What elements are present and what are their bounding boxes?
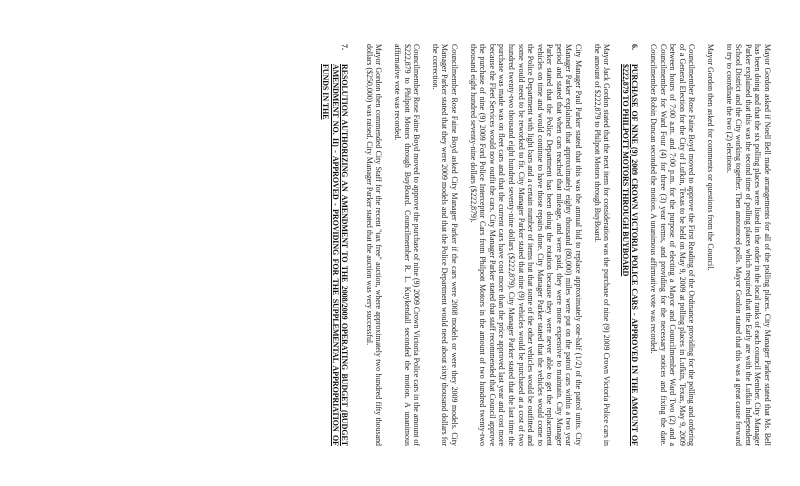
paragraph-city-manager-explanation: City Manager Paul Parker stated that this was the annual bid to replace approximately one-half (1/2) of the patrol units. City Manager Parker explained that approximately eighty thousand (80,000) miles were put on the patrol cars within a two year period and stated that when cars reached that mileage, and were paid, they were more expensive to maintain. City Manager Parker stated that the Police Department has been doing the rotation because they were never able to get the replacement vehicles on time and would continue to have those repairs done. City Manager Parker stated that the vehicles would come to the Police Department with light bars and a certain number of items but that some of the other vehicles would be outfitted and some would need to be reworked to fit. City Manager Parker stated that nine (9) vehicles would be purchased at a cost of two hundred twenty-two thousand eight hundred seventy-nine dollars ($222,879). City Manager Parker stated that the last time the purchase was made was on fleet cars and that the current cars have cost more than the price approved last year and cost more because the Fleet Services would now outfit the cars. City Manager Parker stated that staff recommended that Council approve the purchase of nine (9) 2009 Ford Police Interceptor Cars from Philpott Motors in the amount of two hundred twenty-two thousand eight hundred seventy-nine dollars ($222,879). (468, 44, 584, 446)
paragraph-purchase-intro: Mayor Jack Gordon stated that the next item for consideration was the purchase of nine (9) 2009 Crown Victoria Police cars in the amount of $222,879 to Philpott Motors through BuyBoard. (592, 44, 612, 446)
agenda-item-7-heading (320, 44, 349, 446)
spacer (349, 44, 355, 446)
agenda-item-7-title: RESOLUTION AUTHORIZING AN AMENDMENT TO THE 2008/2009 OPERATING BUDGET (BUDGET AMENDMENT NO. II) - APPROVED - PROVIDING FOR THE SUPPLEMENTAL APPROPRIATION OF FUNDS IN THE (321, 64, 350, 446)
paragraph-polling-places: Mayor Gordon asked if Noell Bell made arrangements for all of the polling places. City Manager Parker stated that Ms. Bell has been doing and that the six polling places were listed in the order in the local ranks of each council Member. City Manager Parker explained that this was the second time of polling places which required that the Early are with the Lufkin Independent School District and the City working together. Then announced polls. Mayor Gordon stated that this was a great cause forward to try to coordinate the two (2) elections. (724, 44, 772, 446)
agenda-item-7-number: 7. (340, 44, 350, 50)
paragraph-mayor-comments: Mayor Gordon then asked for comments or questions from the Council. (706, 44, 716, 271)
agenda-item-6-heading (620, 44, 639, 446)
agenda-item-6-title: PURCHASE OF NINE (9) 2009 CROWN VICTORIA POLICE CARS - APPROVED IN THE AMOUNT OF $222,879 TO PHILPOTT MOTORS THROUGH BUYBOARD (620, 64, 640, 446)
paragraph-auction: Mayor Gordon then commended City Staff for the recent "tax free" auction, where approximately two hundred fifty thousand dollars ($250,000) was raised. City Manager Parker stated that the auction was very successful. (364, 44, 384, 446)
paragraph-election-motion: Councilmember Rose Faine Boyd moved to approve the First Reading of the Ordinance providing for the polling and ordering of a General Election for the City of Lufkin, Texas to be held on May 9, 2009 at polling places in Lufkin, Texas, May 9, 2009 between hours of 7:00 a.m. and 7:00 p.m. for the purpose of electing a Mayor and Councilmember Ward Two (2) and a Councilmember for Ward Four (4) for three (3) year terms, and providing for the necessary notices and fixing the date. Councilmember Robin Duncan seconded the motion. A unanimous affirmative vote was recorded. (649, 44, 697, 446)
agenda-item-6-number: 6. (630, 44, 640, 50)
paragraph-purchase-motion: Councilmember Rose Faine Boyd moved to approve the purchase of nine (9) 2009 Crown Victoria Police cars in the amount of $222,879 to Philpott Motors through BuyBoard. Councilmember R. L. Kuykendall seconded the motion. A unanimous affirmative vote was recorded. (393, 44, 422, 446)
paragraph-model-question: Councilmember Rose Faine Boyd asked City Manager Parker if the cars were 2008 models or were they 2009 models. City Manager Parker stated that they were 2009 models and that the Police Department would need about sixty thousand dollars for the correction. (430, 44, 459, 446)
